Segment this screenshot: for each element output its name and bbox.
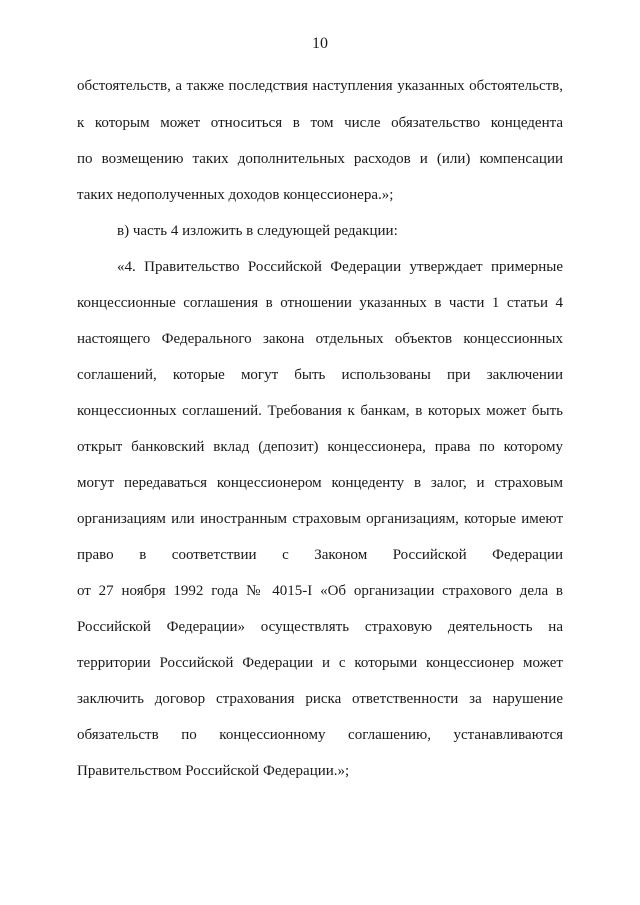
text-line: концессионных соглашений. Требования к банкам, в которых может быть: [77, 403, 563, 419]
text-line: в) часть 4 изложить в следующей редакции:: [117, 223, 398, 239]
text-line: по возмещению таких дополнительных расходов и (или) компенсации: [77, 151, 563, 167]
text-line: могут передаваться концессионером концеденту в залог, и страховым: [77, 475, 563, 491]
text-line: таких недополученных доходов концессионера.»;: [77, 187, 394, 203]
text-line: соглашений, которые могут быть использованы при заключении: [77, 367, 563, 383]
text-line: к которым может относиться в том числе обязательство концедента: [77, 115, 563, 131]
text-line: Российской Федерации» осуществлять страховую деятельность на: [77, 619, 563, 635]
text-line: организациям или иностранным страховым организациям, которые имеют: [77, 511, 563, 527]
text-line: право в соответствии с Законом Российской Федерации: [77, 547, 563, 563]
text-line: «4. Правительство Российской Федерации утверждает примерные: [117, 259, 563, 275]
text-line: обязательств по концессионному соглашению, устанавливаются: [77, 727, 563, 743]
text-line: Правительством Российской Федерации.»;: [77, 763, 350, 779]
page-number: 10: [312, 35, 328, 52]
text-line: от 27 ноября 1992 года № 4015-I «Об организации страхового дела в: [77, 583, 563, 599]
text-line: территории Российской Федерации и с которыми концессионер может: [77, 655, 563, 671]
text-line: обстоятельств, а также последствия наступления указанных обстоятельств,: [77, 78, 563, 94]
text-line: заключить договор страхования риска ответственности за нарушение: [77, 691, 563, 707]
text-line: концессионные соглашения в отношении указанных в части 1 статьи 4: [77, 295, 563, 311]
text-line: настоящего Федерального закона отдельных объектов концессионных: [77, 331, 563, 347]
text-line: открыт банковский вклад (депозит) концессионера, права по которому: [77, 439, 563, 455]
